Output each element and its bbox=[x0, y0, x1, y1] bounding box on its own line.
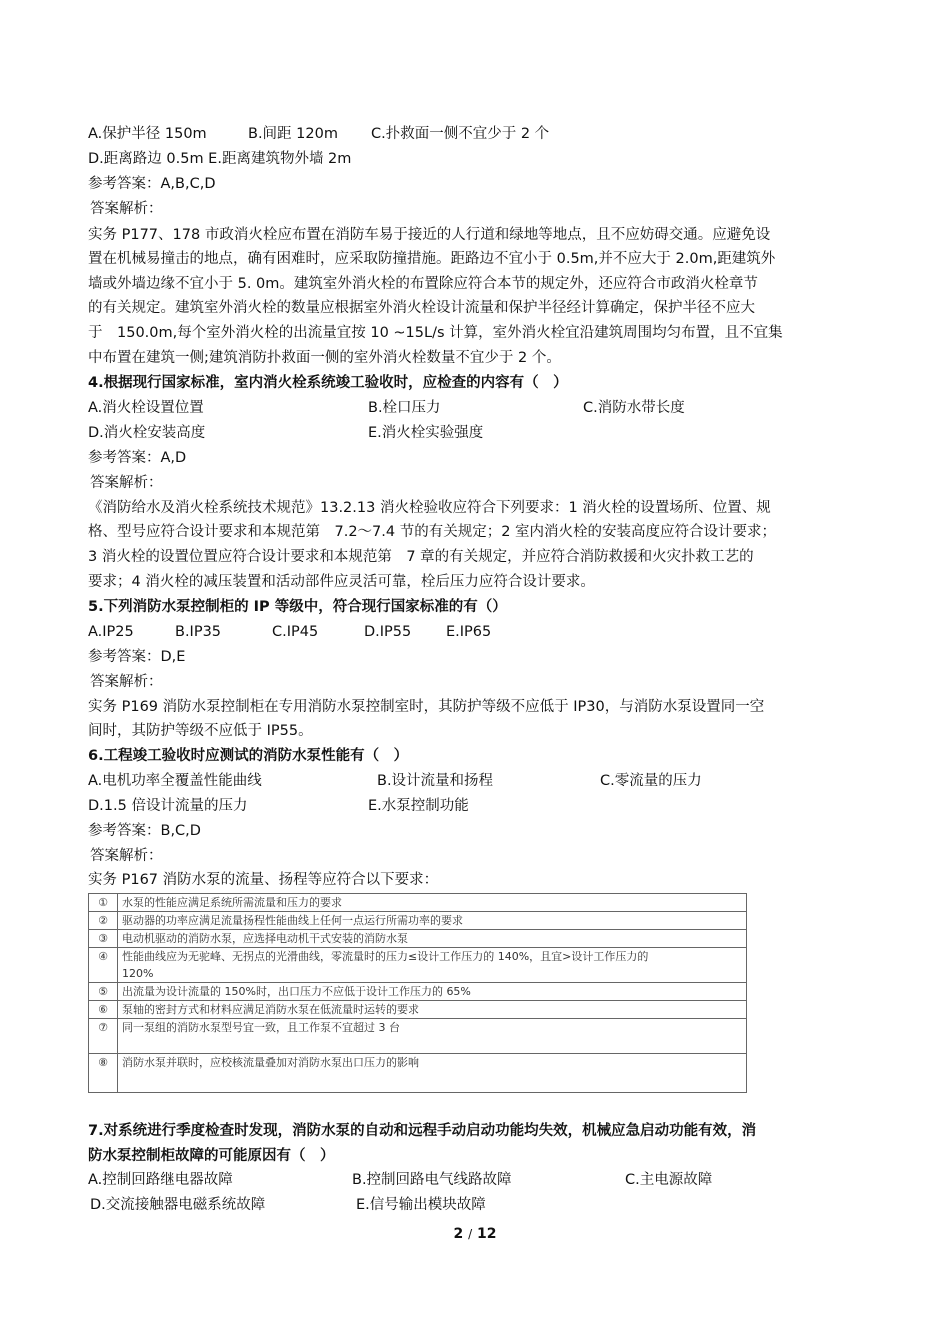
option-c: C.主电源故障 bbox=[625, 1172, 713, 1188]
option-c: C.IP45 bbox=[272, 624, 319, 640]
option-c: C.扑救面一侧不宜少于 2 个 bbox=[371, 126, 550, 142]
q5-title: 5.下列消防水泵控制柜的 IP 等级中，符合现行国家标准的有（） bbox=[88, 599, 507, 615]
q4-analysis-line: 《消防给水及消火栓系统技术规范》13.2.13 消火栓验收应符合下列要求：1 消火栓的设置场所、位置、规 bbox=[88, 500, 771, 516]
q4-answer: 参考答案：A,D bbox=[88, 450, 187, 466]
option-b: B.间距 120m bbox=[248, 126, 338, 142]
q5-analysis-line: 间时，其防护等级不应低于 IP55。 bbox=[88, 723, 313, 739]
q3-analysis-line: 中布置在建筑一侧;建筑消防扑救面一侧的室外消火栓数量不宜少于 2 个。 bbox=[88, 350, 561, 366]
q7-title: 7.对系统进行季度检查时发现，消防水泵的自动和远程手动启动功能均失效，机械应急启动功能有效，消 bbox=[88, 1123, 757, 1139]
page-total: 12 bbox=[477, 1226, 497, 1242]
option-b: B.设计流量和扬程 bbox=[377, 773, 494, 789]
table-cell-text: 水泵的性能应满足系统所需流量和压力的要求 bbox=[118, 894, 747, 912]
table-cell-num: ⑦ bbox=[89, 1019, 118, 1054]
q3-analysis-line: 的有关规定。建筑室外消火栓的数量应根据室外消火栓设计流量和保护半径经计算确定，保护半径不应大 bbox=[88, 300, 755, 316]
option-d: D.IP55 bbox=[364, 624, 412, 640]
table-cell-text-line: 性能曲线应为无驼峰、无拐点的光滑曲线，零流量时的压力≤设计工作压力的 140%，且宜>设计工作压力的 bbox=[122, 950, 649, 963]
q6-options-row1 bbox=[88, 771, 878, 791]
table-row bbox=[89, 1019, 747, 1054]
q4-analysis-line: 要求；4 消火栓的减压装置和活动部件应灵活可靠，栓后压力应符合设计要求。 bbox=[88, 574, 595, 590]
q3-answer: 参考答案：A,B,C,D bbox=[88, 176, 216, 192]
q3-analysis-line: 置在机械易撞击的地点，确有困难时，应采取防撞措施。距路边不宜小于 0.5m,并不应大于 2.0m,距建筑外 bbox=[88, 251, 776, 267]
option-a: A.IP25 bbox=[88, 624, 134, 640]
option-a: A.保护半径 150m bbox=[88, 126, 207, 142]
table-row bbox=[89, 894, 747, 912]
q6-title: 6.工程竣工验收时应测试的消防水泵性能有（ ） bbox=[88, 748, 409, 764]
q7-options-row2 bbox=[88, 1195, 878, 1215]
option-b: B.控制回路电气线路故障 bbox=[352, 1172, 512, 1188]
q6-analysis-intro: 实务 P167 消防水泵的流量、扬程等应符合以下要求： bbox=[88, 872, 439, 888]
option-d: D.消火栓安装高度 bbox=[88, 425, 206, 441]
q6-answer: 参考答案：B,C,D bbox=[88, 823, 201, 839]
option-a: A.电机功率全覆盖性能曲线 bbox=[88, 773, 262, 789]
q5-analysis-label: 答案解析： bbox=[90, 674, 163, 690]
q4-analysis-label: 答案解析： bbox=[90, 475, 163, 491]
q3-analysis-label: 答案解析： bbox=[90, 201, 163, 217]
table-cell-text: 消防水泵并联时，应校核流量叠加对消防水泵出口压力的影响 bbox=[118, 1054, 747, 1093]
q4-options-row1 bbox=[88, 398, 878, 418]
option-d: D.交流接触器电磁系统故障 bbox=[90, 1197, 266, 1213]
q7-options-row1 bbox=[88, 1170, 878, 1190]
option-d: D.1.5 倍设计流量的压力 bbox=[88, 798, 248, 814]
table-cell-num: ② bbox=[89, 912, 118, 930]
q4-title: 4.根据现行国家标准，室内消火栓系统竣工验收时，应检查的内容有（ ） bbox=[88, 375, 568, 391]
table-cell-text bbox=[118, 948, 747, 983]
q4-analysis-line: 3 消火栓的设置位置应符合设计要求和本规范第 7 章的有关规定，并应符合消防救援和火灾扑救工艺的 bbox=[88, 549, 754, 565]
option-c: C.零流量的压力 bbox=[600, 773, 702, 789]
table-row bbox=[89, 983, 747, 1001]
q5-options-row bbox=[88, 622, 878, 642]
table-cell-num: ⑥ bbox=[89, 1001, 118, 1019]
table-row bbox=[89, 1054, 747, 1093]
option-e: E.信号输出模块故障 bbox=[356, 1197, 486, 1213]
q7-title: 防水泵控制柜故障的可能原因有（ ） bbox=[88, 1148, 335, 1164]
q4-options-row2 bbox=[88, 423, 878, 443]
q3-analysis-line: 实务 P177、178 市政消火栓应布置在消防车易于接近的人行道和绿地等地点，且不应妨碍交通。应避免设 bbox=[88, 227, 771, 243]
option-a: A.控制回路继电器故障 bbox=[88, 1172, 233, 1188]
table-row bbox=[89, 912, 747, 930]
option-e: E.IP65 bbox=[446, 624, 492, 640]
table-cell-num: ⑧ bbox=[89, 1054, 118, 1093]
table-cell-text: 泵轴的密封方式和材料应满足消防水泵在低流量时运转的要求 bbox=[118, 1001, 747, 1019]
page-number bbox=[0, 1226, 950, 1242]
table-row bbox=[89, 1001, 747, 1019]
option-e: E.水泵控制功能 bbox=[368, 798, 469, 814]
option-c: C.消防水带长度 bbox=[583, 400, 685, 416]
page-separator: / bbox=[468, 1227, 473, 1241]
table-cell-text: 电动机驱动的消防水泵，应选择电动机干式安装的消防水泵 bbox=[118, 930, 747, 948]
option-b: B.栓口压力 bbox=[368, 400, 441, 416]
table-row bbox=[89, 948, 747, 983]
table-cell-text: 同一泵组的消防水泵型号宜一致，且工作泵不宜超过 3 台 bbox=[118, 1019, 747, 1054]
table-cell-num: ① bbox=[89, 894, 118, 912]
q5-analysis-line: 实务 P169 消防水泵控制柜在专用消防水泵控制室时，其防护等级不应低于 IP30，与消防水泵设置同一空 bbox=[88, 699, 765, 715]
q3-options-row2: D.距离路边 0.5m E.距离建筑物外墙 2m bbox=[88, 151, 352, 167]
table-cell-text: 驱动器的功率应满足流量扬程性能曲线上任何一点运行所需功率的要求 bbox=[118, 912, 747, 930]
q6-options-row2 bbox=[88, 796, 878, 816]
table-cell-num: ④ bbox=[89, 948, 118, 983]
q3-options-row1 bbox=[88, 124, 878, 144]
q6-analysis-label: 答案解析： bbox=[90, 848, 163, 864]
q4-analysis-line: 格、型号应符合设计要求和本规范第 7.2～7.4 节的有关规定；2 室内消火栓的安装高度应符合设计要求； bbox=[88, 524, 777, 540]
table-row bbox=[89, 930, 747, 948]
q3-analysis-line: 墙或外墙边缘不宜小于 5. 0m。建筑室外消火栓的布置除应符合本节的规定外，还应符合市政消火栓章节 bbox=[88, 276, 758, 292]
table-cell-text-line: 120% bbox=[122, 967, 154, 980]
table-cell-num: ③ bbox=[89, 930, 118, 948]
q5-answer: 参考答案：D,E bbox=[88, 649, 186, 665]
option-a: A.消火栓设置位置 bbox=[88, 400, 204, 416]
option-e: E.消火栓实验强度 bbox=[368, 425, 484, 441]
pump-requirements-table bbox=[88, 893, 747, 1093]
page-current: 2 bbox=[453, 1226, 464, 1242]
table-cell-text: 出流量为设计流量的 150%时，出口压力不应低于设计工作压力的 65% bbox=[118, 983, 747, 1001]
option-b: B.IP35 bbox=[175, 624, 222, 640]
q3-analysis-line: 于 150.0m,每个室外消火栓的出流量宜按 10 ~15L/s 计算，室外消火栓宜沿建筑周围均匀布置，且不宜集 bbox=[88, 325, 783, 341]
table-cell-num: ⑤ bbox=[89, 983, 118, 1001]
